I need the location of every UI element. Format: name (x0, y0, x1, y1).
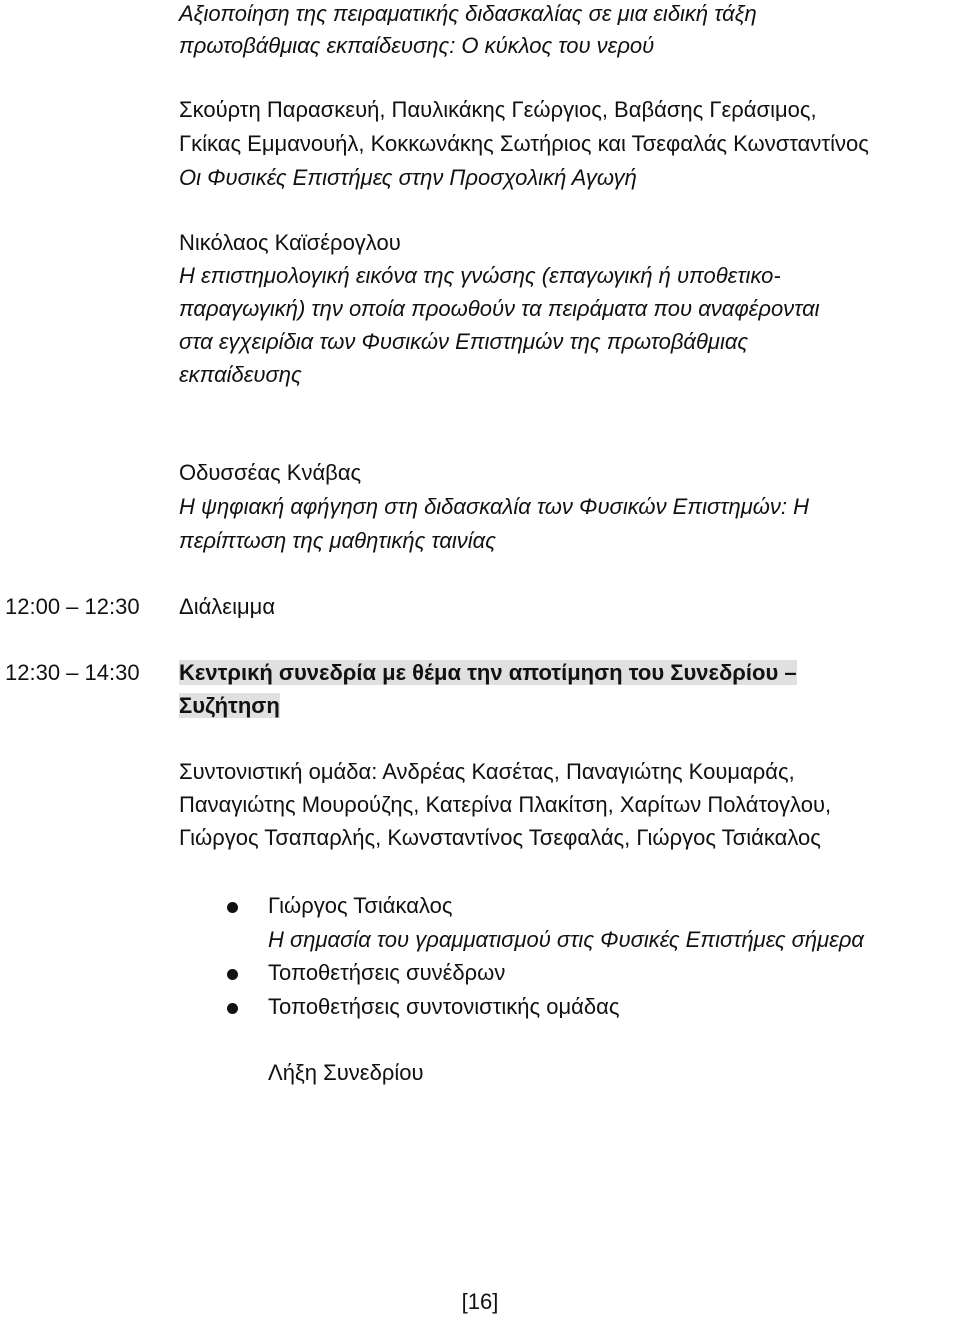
bullet-item: Τοποθετήσεις συντονιστικής ομάδας (268, 994, 620, 1019)
bullet-icon (227, 969, 238, 980)
session-title: παραγωγική) την οποία προωθούν τα πειράματα που αναφέρονται (179, 296, 820, 321)
page-number: [16] (461, 1289, 499, 1314)
bullet-item-name: Γιώργος Τσιάκαλος (268, 893, 453, 918)
bullet-item-title: Η σημασία του γραμματισμού στις Φυσικές Επιστήμες σήμερα (268, 927, 864, 952)
break-label: Διάλειμμα (179, 594, 276, 619)
session-title: στα εγχειρίδια των Φυσικών Επιστημών της πρωτοβάθμιας (179, 329, 749, 354)
bullet-item: Τοποθετήσεις συνέδρων (268, 960, 506, 985)
plenary-title (179, 659, 797, 689)
coordinators-text: Παναγιώτης Μουρούζης, Κατερίνα Πλακίτση, Χαρίτων Πολάτογλου, (179, 792, 832, 817)
session-title: Αξιοποίηση της πειραματικής διδασκαλίας σε μια ειδική τάξη (179, 1, 757, 26)
session-authors: Γκίκας Εμμανουήλ, Κοκκωνάκης Σωτήριος και Τσεφαλάς Κωνσταντίνος (179, 131, 869, 156)
plenary-title-line: Κεντρική συνεδρία με θέμα την αποτίμηση του Συνεδρίου – (179, 660, 797, 685)
session-authors: Σκούρτη Παρασκευή, Παυλικάκης Γεώργιος, Βαβάσης Γεράσιμος, (179, 97, 817, 122)
session-author: Οδυσσέας Κνάβας (179, 460, 362, 485)
plenary-title-line: Συζήτηση (179, 693, 280, 718)
break-time: 12:00 – 12:30 (5, 594, 140, 619)
session-title: Οι Φυσικές Επιστήμες στην Προσχολική Αγωγή (179, 165, 637, 190)
session-author: Νικόλαος Καϊσέρογλου (179, 230, 401, 255)
bullet-icon (227, 902, 238, 913)
coordinators-text: Γιώργος Τσαπαρλής, Κωνσταντίνος Τσεφαλάς, Γιώργος Τσιάκαλος (179, 825, 821, 850)
session-title: περίπτωση της μαθητικής ταινίας (179, 528, 496, 553)
bullet-icon (227, 1003, 238, 1014)
session-title: Η ψηφιακή αφήγηση στη διδασκαλία των Φυσικών Επιστημών: Η (179, 494, 809, 519)
closing-text: Λήξη Συνεδρίου (268, 1060, 424, 1085)
session-title: εκπαίδευσης (179, 362, 302, 387)
session-title: πρωτοβάθμιας εκπαίδευσης: Ο κύκλος του νερού (179, 33, 655, 58)
plenary-time: 12:30 – 14:30 (5, 660, 140, 685)
coordinators-text: Συντονιστική ομάδα: Ανδρέας Κασέτας, Παναγιώτης Κουμαράς, (179, 759, 795, 784)
plenary-title (179, 692, 280, 722)
session-title: Η επιστημολογική εικόνα της γνώσης (επαγωγική ή υποθετικο- (179, 263, 781, 288)
